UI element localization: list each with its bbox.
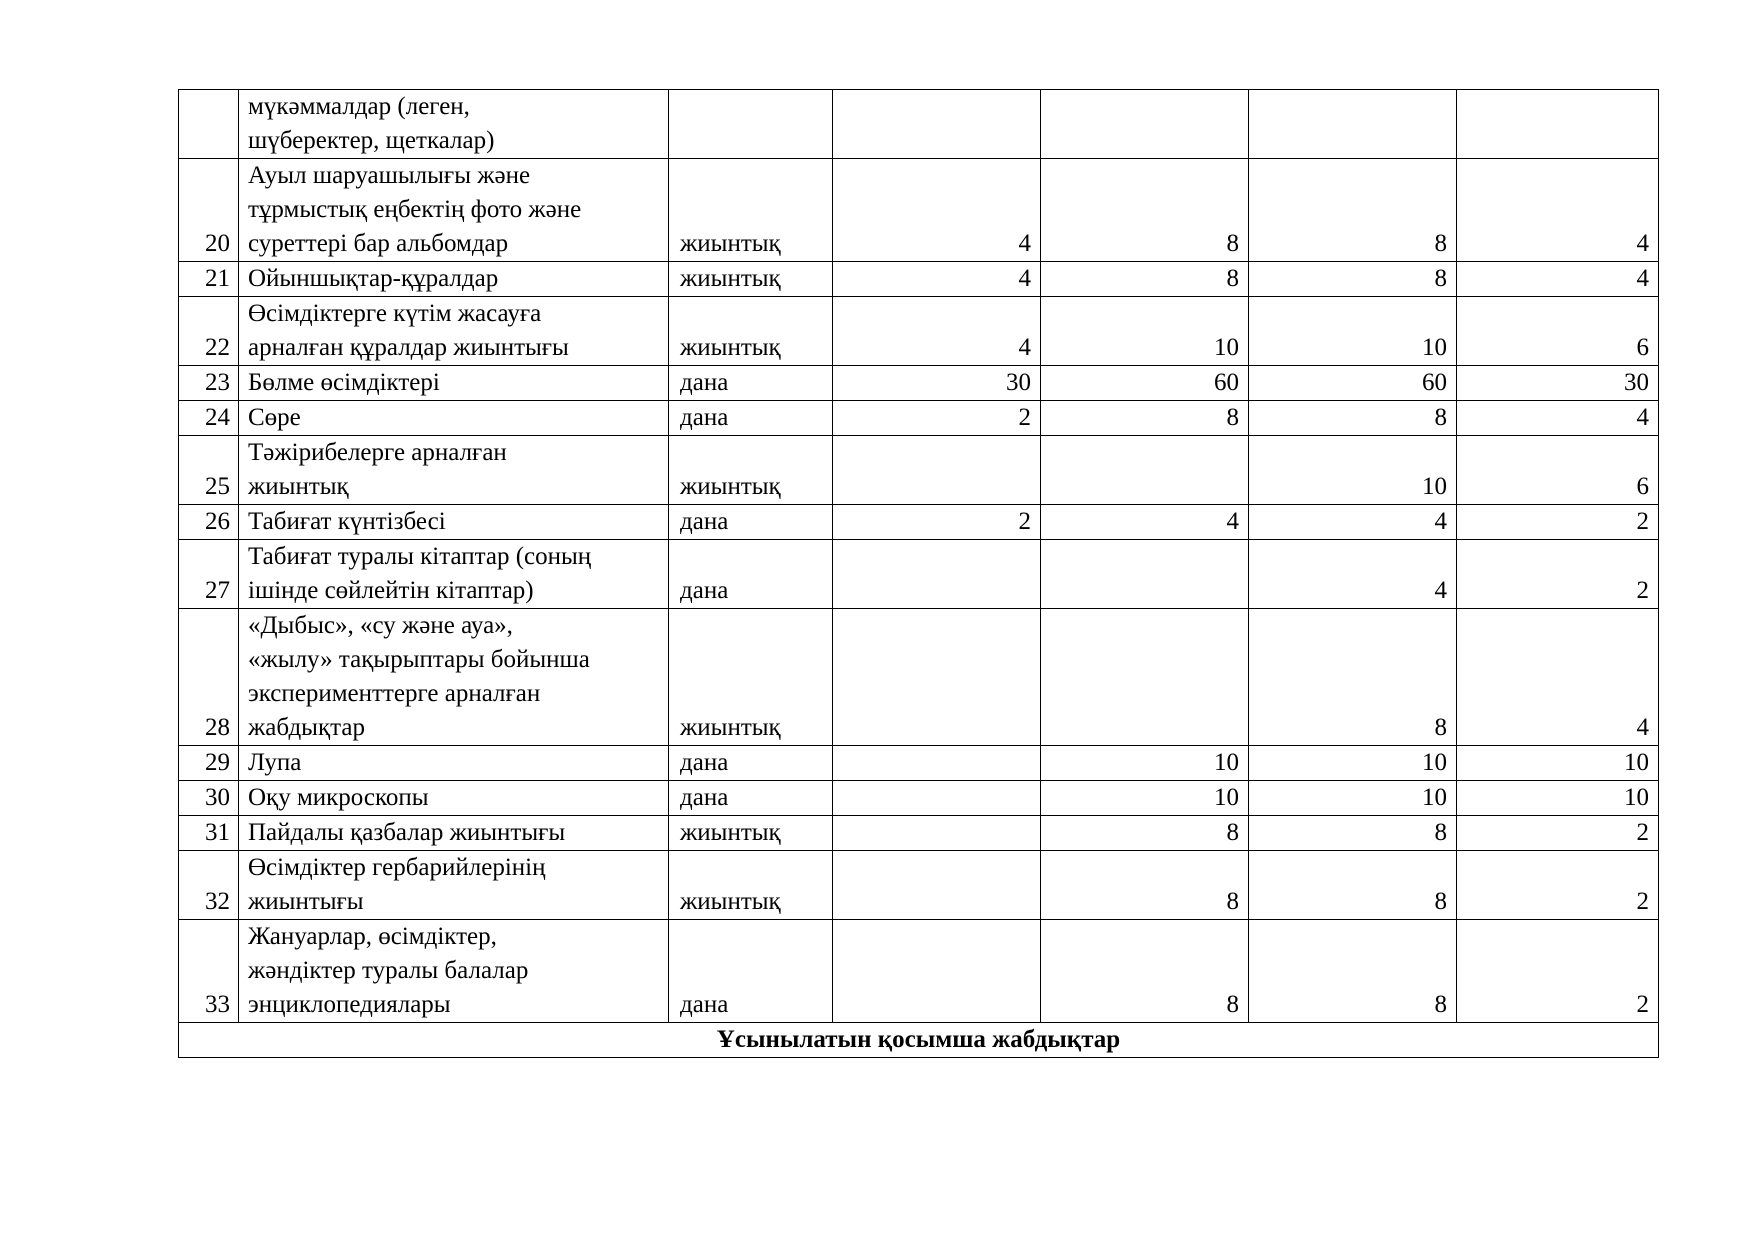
quantity-col-4: 10 <box>1457 781 1659 816</box>
row-number: 33 <box>179 920 239 1023</box>
quantity-col-1 <box>833 920 1041 1023</box>
quantity-col-3: 4 <box>1249 540 1457 609</box>
quantity-col-3: 8 <box>1249 262 1457 297</box>
quantity-col-1 <box>833 851 1041 920</box>
unit-of-measure: дана <box>669 781 833 816</box>
item-name: Ауыл шаруашылығы және тұрмыстық еңбектің фото және суреттері бар альбомдар <box>239 159 669 262</box>
table-row <box>179 159 1659 262</box>
table-row <box>179 436 1659 505</box>
quantity-col-1 <box>833 746 1041 781</box>
row-number: 24 <box>179 401 239 436</box>
table-row <box>179 262 1659 297</box>
quantity-col-3: 8 <box>1249 851 1457 920</box>
row-number: 30 <box>179 781 239 816</box>
quantity-col-2: 8 <box>1041 159 1249 262</box>
unit-of-measure: жиынтық <box>669 816 833 851</box>
unit-of-measure: жиынтық <box>669 851 833 920</box>
row-number: 20 <box>179 159 239 262</box>
item-name: Пайдалы қазбалар жиынтығы <box>239 816 669 851</box>
item-name: Табиғат күнтізбесі <box>239 505 669 540</box>
unit-of-measure: жиынтық <box>669 262 833 297</box>
item-name: Оқу микроскопы <box>239 781 669 816</box>
unit-of-measure: дана <box>669 540 833 609</box>
item-name: Тәжірибелерге арналған жиынтық <box>239 436 669 505</box>
quantity-col-1: 4 <box>833 262 1041 297</box>
quantity-col-3: 4 <box>1249 505 1457 540</box>
item-name: Жануарлар, өсімдіктер, жәндіктер туралы балалар энциклопедиялары <box>239 920 669 1023</box>
quantity-col-4: 2 <box>1457 540 1659 609</box>
quantity-col-4: 2 <box>1457 816 1659 851</box>
item-name: Өсімдіктерге күтім жасауға арналған құралдар жиынтығы <box>239 297 669 366</box>
quantity-col-3: 8 <box>1249 401 1457 436</box>
quantity-col-1: 4 <box>833 159 1041 262</box>
unit-of-measure: дана <box>669 366 833 401</box>
row-number: 26 <box>179 505 239 540</box>
item-name: мүкәммалдар (леген, шүберектер, щеткалар) <box>239 90 669 159</box>
quantity-col-1: 2 <box>833 505 1041 540</box>
unit-of-measure: жиынтық <box>669 436 833 505</box>
quantity-col-2: 60 <box>1041 366 1249 401</box>
quantity-col-4: 4 <box>1457 401 1659 436</box>
row-number: 23 <box>179 366 239 401</box>
table-body <box>179 90 1659 1023</box>
quantity-col-2 <box>1041 540 1249 609</box>
unit-of-measure: жиынтық <box>669 609 833 746</box>
quantity-col-4: 30 <box>1457 366 1659 401</box>
item-name: Табиғат туралы кітаптар (соның ішінде сөйлейтін кітаптар) <box>239 540 669 609</box>
quantity-col-3: 8 <box>1249 159 1457 262</box>
quantity-col-1 <box>833 90 1041 159</box>
section-heading-row <box>179 1023 1659 1058</box>
quantity-col-3 <box>1249 90 1457 159</box>
quantity-col-2: 4 <box>1041 505 1249 540</box>
quantity-col-3: 10 <box>1249 297 1457 366</box>
row-number: 21 <box>179 262 239 297</box>
quantity-col-4: 4 <box>1457 609 1659 746</box>
unit-of-measure: жиынтық <box>669 159 833 262</box>
quantity-col-1: 2 <box>833 401 1041 436</box>
table-row <box>179 90 1659 159</box>
item-name: Сөре <box>239 401 669 436</box>
quantity-col-4: 4 <box>1457 159 1659 262</box>
quantity-col-3: 8 <box>1249 816 1457 851</box>
unit-of-measure: жиынтық <box>669 297 833 366</box>
quantity-col-1 <box>833 816 1041 851</box>
quantity-col-2 <box>1041 436 1249 505</box>
table-row <box>179 297 1659 366</box>
item-name: Өсімдіктер гербарийлерінің жиынтығы <box>239 851 669 920</box>
item-name: Ойыншықтар-құралдар <box>239 262 669 297</box>
row-number: 32 <box>179 851 239 920</box>
quantity-col-3: 8 <box>1249 920 1457 1023</box>
item-name: Бөлме өсімдіктері <box>239 366 669 401</box>
quantity-col-2: 8 <box>1041 851 1249 920</box>
row-number: 25 <box>179 436 239 505</box>
table-row <box>179 366 1659 401</box>
table-row <box>179 816 1659 851</box>
quantity-col-1 <box>833 436 1041 505</box>
quantity-col-2 <box>1041 90 1249 159</box>
unit-of-measure: дана <box>669 505 833 540</box>
quantity-col-2: 8 <box>1041 920 1249 1023</box>
quantity-col-2: 10 <box>1041 746 1249 781</box>
unit-of-measure <box>669 90 833 159</box>
quantity-col-2: 8 <box>1041 816 1249 851</box>
unit-of-measure: дана <box>669 920 833 1023</box>
table-row <box>179 609 1659 746</box>
quantity-col-1 <box>833 609 1041 746</box>
row-number: 27 <box>179 540 239 609</box>
quantity-col-2 <box>1041 609 1249 746</box>
row-number: 22 <box>179 297 239 366</box>
quantity-col-3: 10 <box>1249 746 1457 781</box>
row-number <box>179 90 239 159</box>
quantity-col-4: 10 <box>1457 746 1659 781</box>
table-row <box>179 851 1659 920</box>
quantity-col-1 <box>833 540 1041 609</box>
unit-of-measure: дана <box>669 401 833 436</box>
quantity-col-3: 8 <box>1249 609 1457 746</box>
quantity-col-4: 4 <box>1457 262 1659 297</box>
quantity-col-1: 30 <box>833 366 1041 401</box>
quantity-col-2: 10 <box>1041 297 1249 366</box>
item-name: Лупа <box>239 746 669 781</box>
quantity-col-3: 10 <box>1249 781 1457 816</box>
table-row <box>179 920 1659 1023</box>
quantity-col-4: 2 <box>1457 920 1659 1023</box>
quantity-col-3: 60 <box>1249 366 1457 401</box>
quantity-col-2: 10 <box>1041 781 1249 816</box>
row-number: 31 <box>179 816 239 851</box>
table-row <box>179 746 1659 781</box>
row-number: 29 <box>179 746 239 781</box>
equipment-table <box>178 89 1659 1058</box>
quantity-col-1: 4 <box>833 297 1041 366</box>
table-row <box>179 781 1659 816</box>
table-row <box>179 540 1659 609</box>
table-row <box>179 401 1659 436</box>
quantity-col-4: 2 <box>1457 505 1659 540</box>
quantity-col-4: 6 <box>1457 436 1659 505</box>
row-number: 28 <box>179 609 239 746</box>
quantity-col-4 <box>1457 90 1659 159</box>
item-name: «Дыбыс», «су және ауа», «жылу» тақырыптары бойынша эксперименттерге арналған жабдықтар <box>239 609 669 746</box>
unit-of-measure: дана <box>669 746 833 781</box>
quantity-col-1 <box>833 781 1041 816</box>
quantity-col-2: 8 <box>1041 262 1249 297</box>
table-row <box>179 505 1659 540</box>
quantity-col-4: 6 <box>1457 297 1659 366</box>
quantity-col-4: 2 <box>1457 851 1659 920</box>
quantity-col-3: 10 <box>1249 436 1457 505</box>
quantity-col-2: 8 <box>1041 401 1249 436</box>
section-heading: Ұсынылатын қосымша жабдықтар <box>179 1023 1659 1058</box>
